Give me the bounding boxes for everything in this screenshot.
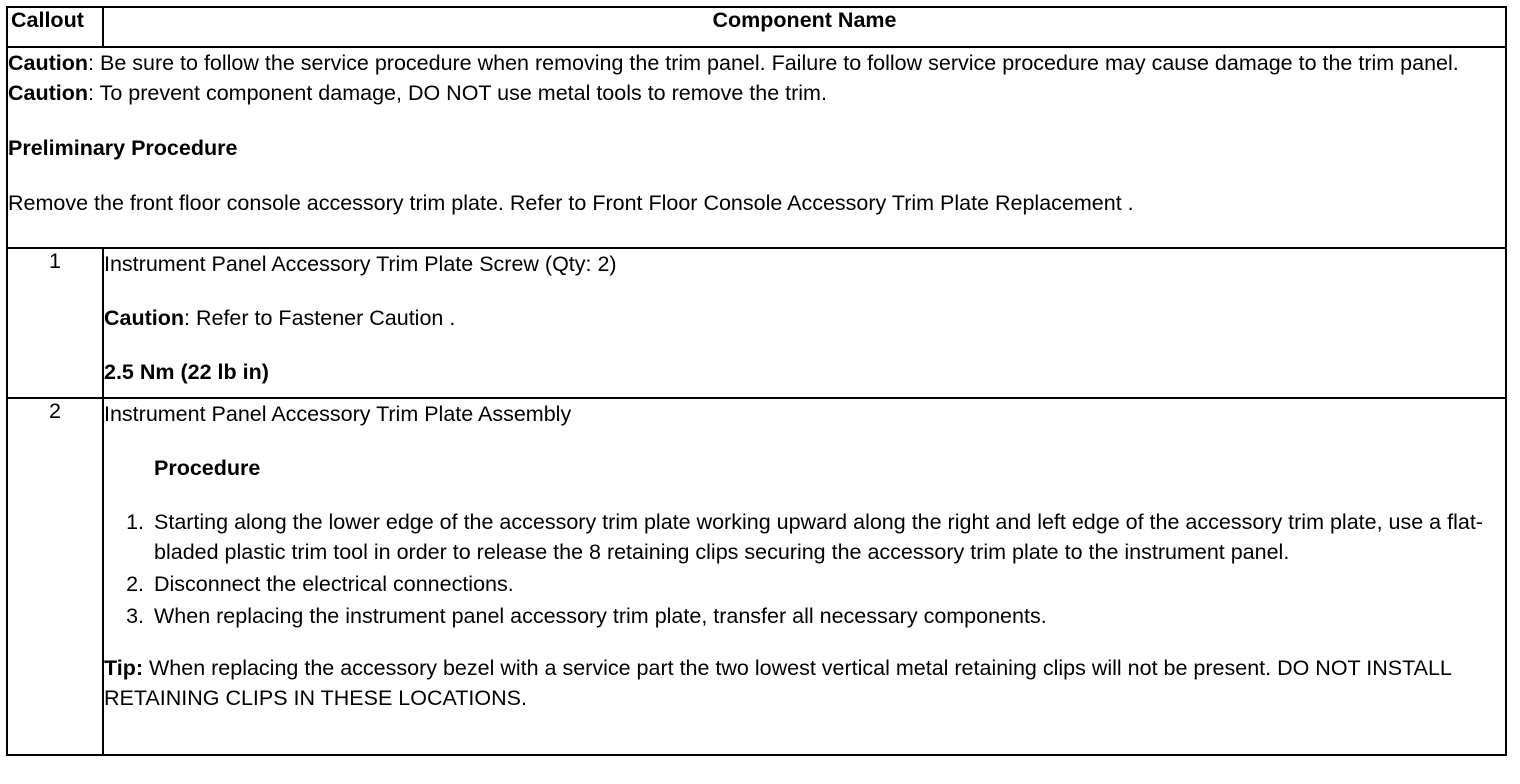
caution-note-1 bbox=[8, 48, 1505, 78]
callout-number: 2 bbox=[7, 398, 103, 755]
header-row bbox=[7, 7, 1506, 47]
torque-spec bbox=[104, 357, 1505, 387]
caution-label: Caution bbox=[8, 51, 89, 75]
table-row bbox=[7, 398, 1506, 755]
list-item bbox=[126, 601, 1505, 631]
callout-number: 1 bbox=[7, 248, 103, 398]
caution-label: Caution bbox=[8, 81, 89, 105]
procedure-heading-text: Procedure bbox=[154, 456, 261, 480]
caution-label: Caution bbox=[104, 306, 185, 330]
component-title: Instrument Panel Accessory Trim Plate Assembly bbox=[104, 402, 572, 426]
list-item bbox=[126, 507, 1505, 567]
step-number: 1. bbox=[126, 510, 144, 534]
procedure-steps bbox=[104, 507, 1505, 631]
preliminary-text: Remove the front floor console accessory trim plate. Refer to Front Floor Console Accessory Trim Plate Replacement . bbox=[8, 191, 1134, 215]
caution-note bbox=[104, 303, 1505, 333]
tip-text: When replacing the accessory bezel with a service part the two lowest vertical metal retaining clips will not be present. DO NOT INSTALL RETAINING CLIPS IN THESE LOCATIONS. bbox=[104, 656, 1452, 710]
procedure-table bbox=[6, 6, 1507, 756]
component-cell bbox=[103, 248, 1506, 398]
caution-text: : To prevent component damage, DO NOT use metal tools to remove the trim. bbox=[88, 81, 827, 105]
caution-text: : Refer to Fastener Caution . bbox=[184, 306, 456, 330]
preliminary-heading-text: Preliminary Procedure bbox=[8, 136, 238, 160]
torque-value: 2.5 Nm (22 lb in) bbox=[104, 360, 269, 384]
caution-text: : Be sure to follow the service procedure when removing the trim panel. Failure to follow service procedure may cause damage to the trim panel. bbox=[88, 51, 1459, 75]
step-text: When replacing the instrument panel accessory trim plate, transfer all necessary components. bbox=[154, 604, 1047, 628]
intro-row bbox=[7, 47, 1506, 248]
intro-cell bbox=[7, 47, 1506, 248]
component-title: Instrument Panel Accessory Trim Plate Screw (Qty: 2) bbox=[104, 252, 617, 276]
step-text: Disconnect the electrical connections. bbox=[154, 572, 514, 596]
procedure-heading bbox=[104, 453, 1505, 483]
tip-note bbox=[104, 653, 1505, 713]
caution-note-2 bbox=[8, 78, 1505, 108]
step-number: 2. bbox=[126, 572, 144, 596]
step-number: 3. bbox=[126, 604, 144, 628]
tip-label: Tip: bbox=[104, 656, 144, 680]
table-row bbox=[7, 248, 1506, 398]
header-callout: Callout bbox=[7, 7, 103, 47]
preliminary-heading bbox=[8, 133, 1505, 163]
component-cell bbox=[103, 398, 1506, 755]
step-text: Starting along the lower edge of the accessory trim plate working upward along the right and left edge of the accessory trim plate, use a flat-bladed plastic trim tool in order to release the 8 retaining clips securing the accessory trim plate to the instrument panel. bbox=[154, 510, 1483, 564]
list-item bbox=[126, 569, 1505, 599]
header-component-name: Component Name bbox=[103, 7, 1506, 47]
